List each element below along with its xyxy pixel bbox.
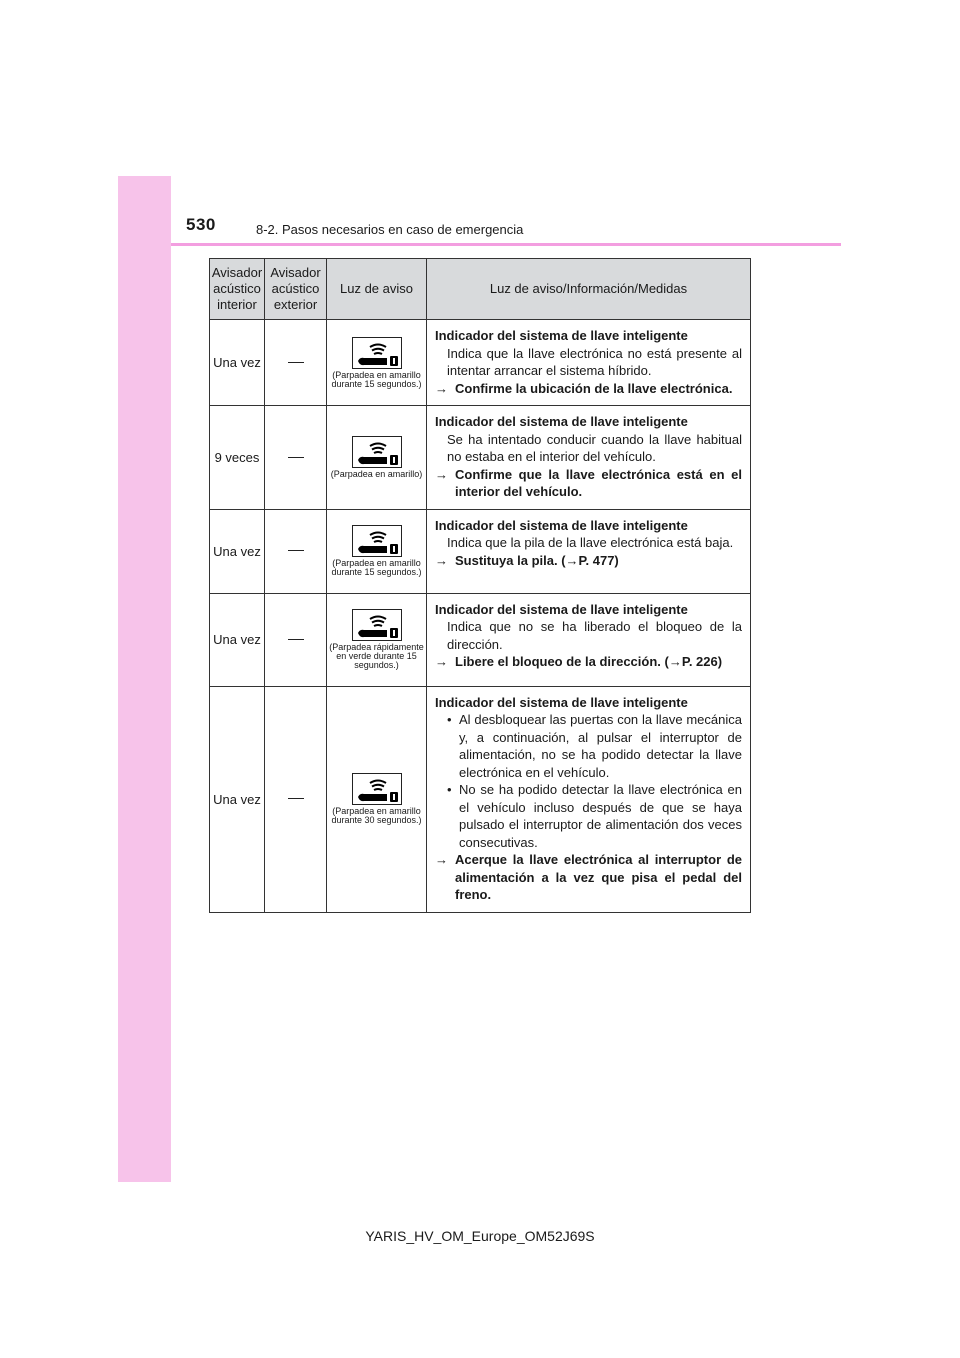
header-rule	[171, 243, 841, 246]
table-row	[210, 406, 751, 510]
smart-key-indicator-icon	[352, 525, 402, 557]
lamp-note: (Parpadea en amarillo durante 15 segundos.)	[331, 558, 422, 577]
smart-key-indicator-icon	[352, 436, 402, 468]
footer-document-code: YARIS_HV_OM_Europe_OM52J69S	[365, 1228, 595, 1244]
page-number: 530	[186, 215, 216, 234]
section-title: 8-2. Pasos necesarios en caso de emergencia	[256, 222, 524, 237]
arrow-icon: →	[435, 466, 448, 482]
arrow-icon: →	[435, 654, 448, 669]
interior-buzzer-cell: Una vez	[210, 686, 265, 912]
info-title: Indicador del sistema de llave inteligente	[435, 328, 688, 343]
warning-light-cell	[327, 509, 427, 593]
dash-mark	[288, 362, 304, 363]
table-row	[210, 686, 751, 912]
table-header-row	[210, 259, 751, 320]
arrow-icon: →	[435, 852, 448, 867]
info-action-text: Confirme la ubicación de la llave electrónica.	[455, 380, 733, 396]
info-cell	[427, 509, 751, 593]
info-bullet: • No se ha podido detectar la llave electrónica en el vehículo incluso después de que se haya pulsado el interruptor de alimentación dos veces consecutivas.	[435, 781, 742, 851]
info-description: Indica que la llave electrónica no está presente al intentar arrancar el sistema híbrido.	[447, 345, 742, 378]
info-cell	[427, 320, 751, 406]
exterior-buzzer-cell	[265, 593, 327, 686]
warning-light-cell	[327, 686, 427, 912]
lamp-note: (Parpadea en amarillo durante 30 segundos.)	[331, 806, 422, 825]
info-title: Indicador del sistema de llave inteligente	[435, 517, 688, 533]
info-description: Indica que no se ha liberado el bloqueo de la dirección.	[447, 619, 742, 652]
info-action	[435, 552, 742, 570]
header-warning-light: Luz de aviso	[327, 259, 427, 320]
side-band	[118, 176, 171, 1182]
exterior-buzzer-cell	[265, 509, 327, 593]
warning-light-cell	[327, 593, 427, 686]
smart-key-indicator-icon	[352, 773, 402, 805]
warning-light-cell	[327, 320, 427, 406]
interior-buzzer-cell: Una vez	[210, 593, 265, 686]
info-action	[435, 851, 742, 904]
info-action-text: Acerque la llave electrónica al interruptor de alimentación a la vez que pisa el pedal del freno.	[455, 852, 742, 902]
info-action	[435, 380, 742, 398]
info-title: Indicador del sistema de llave inteligente	[435, 414, 688, 429]
dash-mark	[288, 550, 304, 551]
arrow-icon: →	[435, 380, 448, 396]
info-cell	[427, 406, 751, 510]
header-interior-buzzer: Avisador acústico interior	[210, 259, 265, 320]
table-row	[210, 509, 751, 593]
exterior-buzzer-cell	[265, 320, 327, 406]
table-row	[210, 320, 751, 406]
info-cell	[427, 593, 751, 686]
smart-key-indicator-icon	[352, 609, 402, 641]
warning-table	[209, 258, 751, 913]
info-cell	[427, 686, 751, 912]
info-bullet: • Al desbloquear las puertas con la llave mecánica y, a continuación, al pulsar el interruptor de alimentación, no se ha podido detectar la llave electrónica en el vehículo.	[435, 711, 742, 781]
arrow-icon: →	[435, 552, 448, 568]
info-title: Indicador del sistema de llave inteligente	[435, 601, 688, 617]
header-info-measures: Luz de aviso/Información/Medidas	[427, 259, 751, 320]
info-action-text: Sustituya la pila. (→P. 477)	[455, 552, 619, 568]
lamp-note: (Parpadea en amarillo)	[330, 468, 423, 479]
dash-mark	[288, 639, 304, 640]
info-action	[435, 466, 742, 501]
warning-light-cell	[327, 406, 427, 510]
info-description: Indica que la pila de la llave electrónica está baja.	[447, 535, 734, 550]
info-action-text: Confirme que la llave electrónica está en el interior del vehículo.	[455, 466, 742, 499]
exterior-buzzer-cell	[265, 686, 327, 912]
table-row	[210, 593, 751, 686]
info-action	[435, 653, 742, 671]
interior-buzzer-cell: Una vez	[210, 509, 265, 593]
smart-key-indicator-icon	[352, 337, 402, 369]
lamp-note: (Parpadea rápidamente en verde durante 15 segundos.)	[329, 642, 424, 670]
header-exterior-buzzer: Avisador acústico exterior	[265, 259, 327, 320]
interior-buzzer-cell: Una vez	[210, 320, 265, 406]
info-action-text: Libere el bloqueo de la dirección. (→P. 226)	[455, 654, 723, 669]
interior-buzzer-cell: 9 veces	[210, 406, 265, 510]
exterior-buzzer-cell	[265, 406, 327, 510]
lamp-note: (Parpadea en amarillo durante 15 segundos.)	[331, 369, 422, 389]
info-description: Se ha intentado conducir cuando la llave habitual no estaba en el interior del vehículo.	[447, 431, 742, 464]
dash-mark	[288, 798, 304, 799]
dash-mark	[288, 457, 304, 458]
info-title: Indicador del sistema de llave inteligente	[435, 694, 688, 710]
